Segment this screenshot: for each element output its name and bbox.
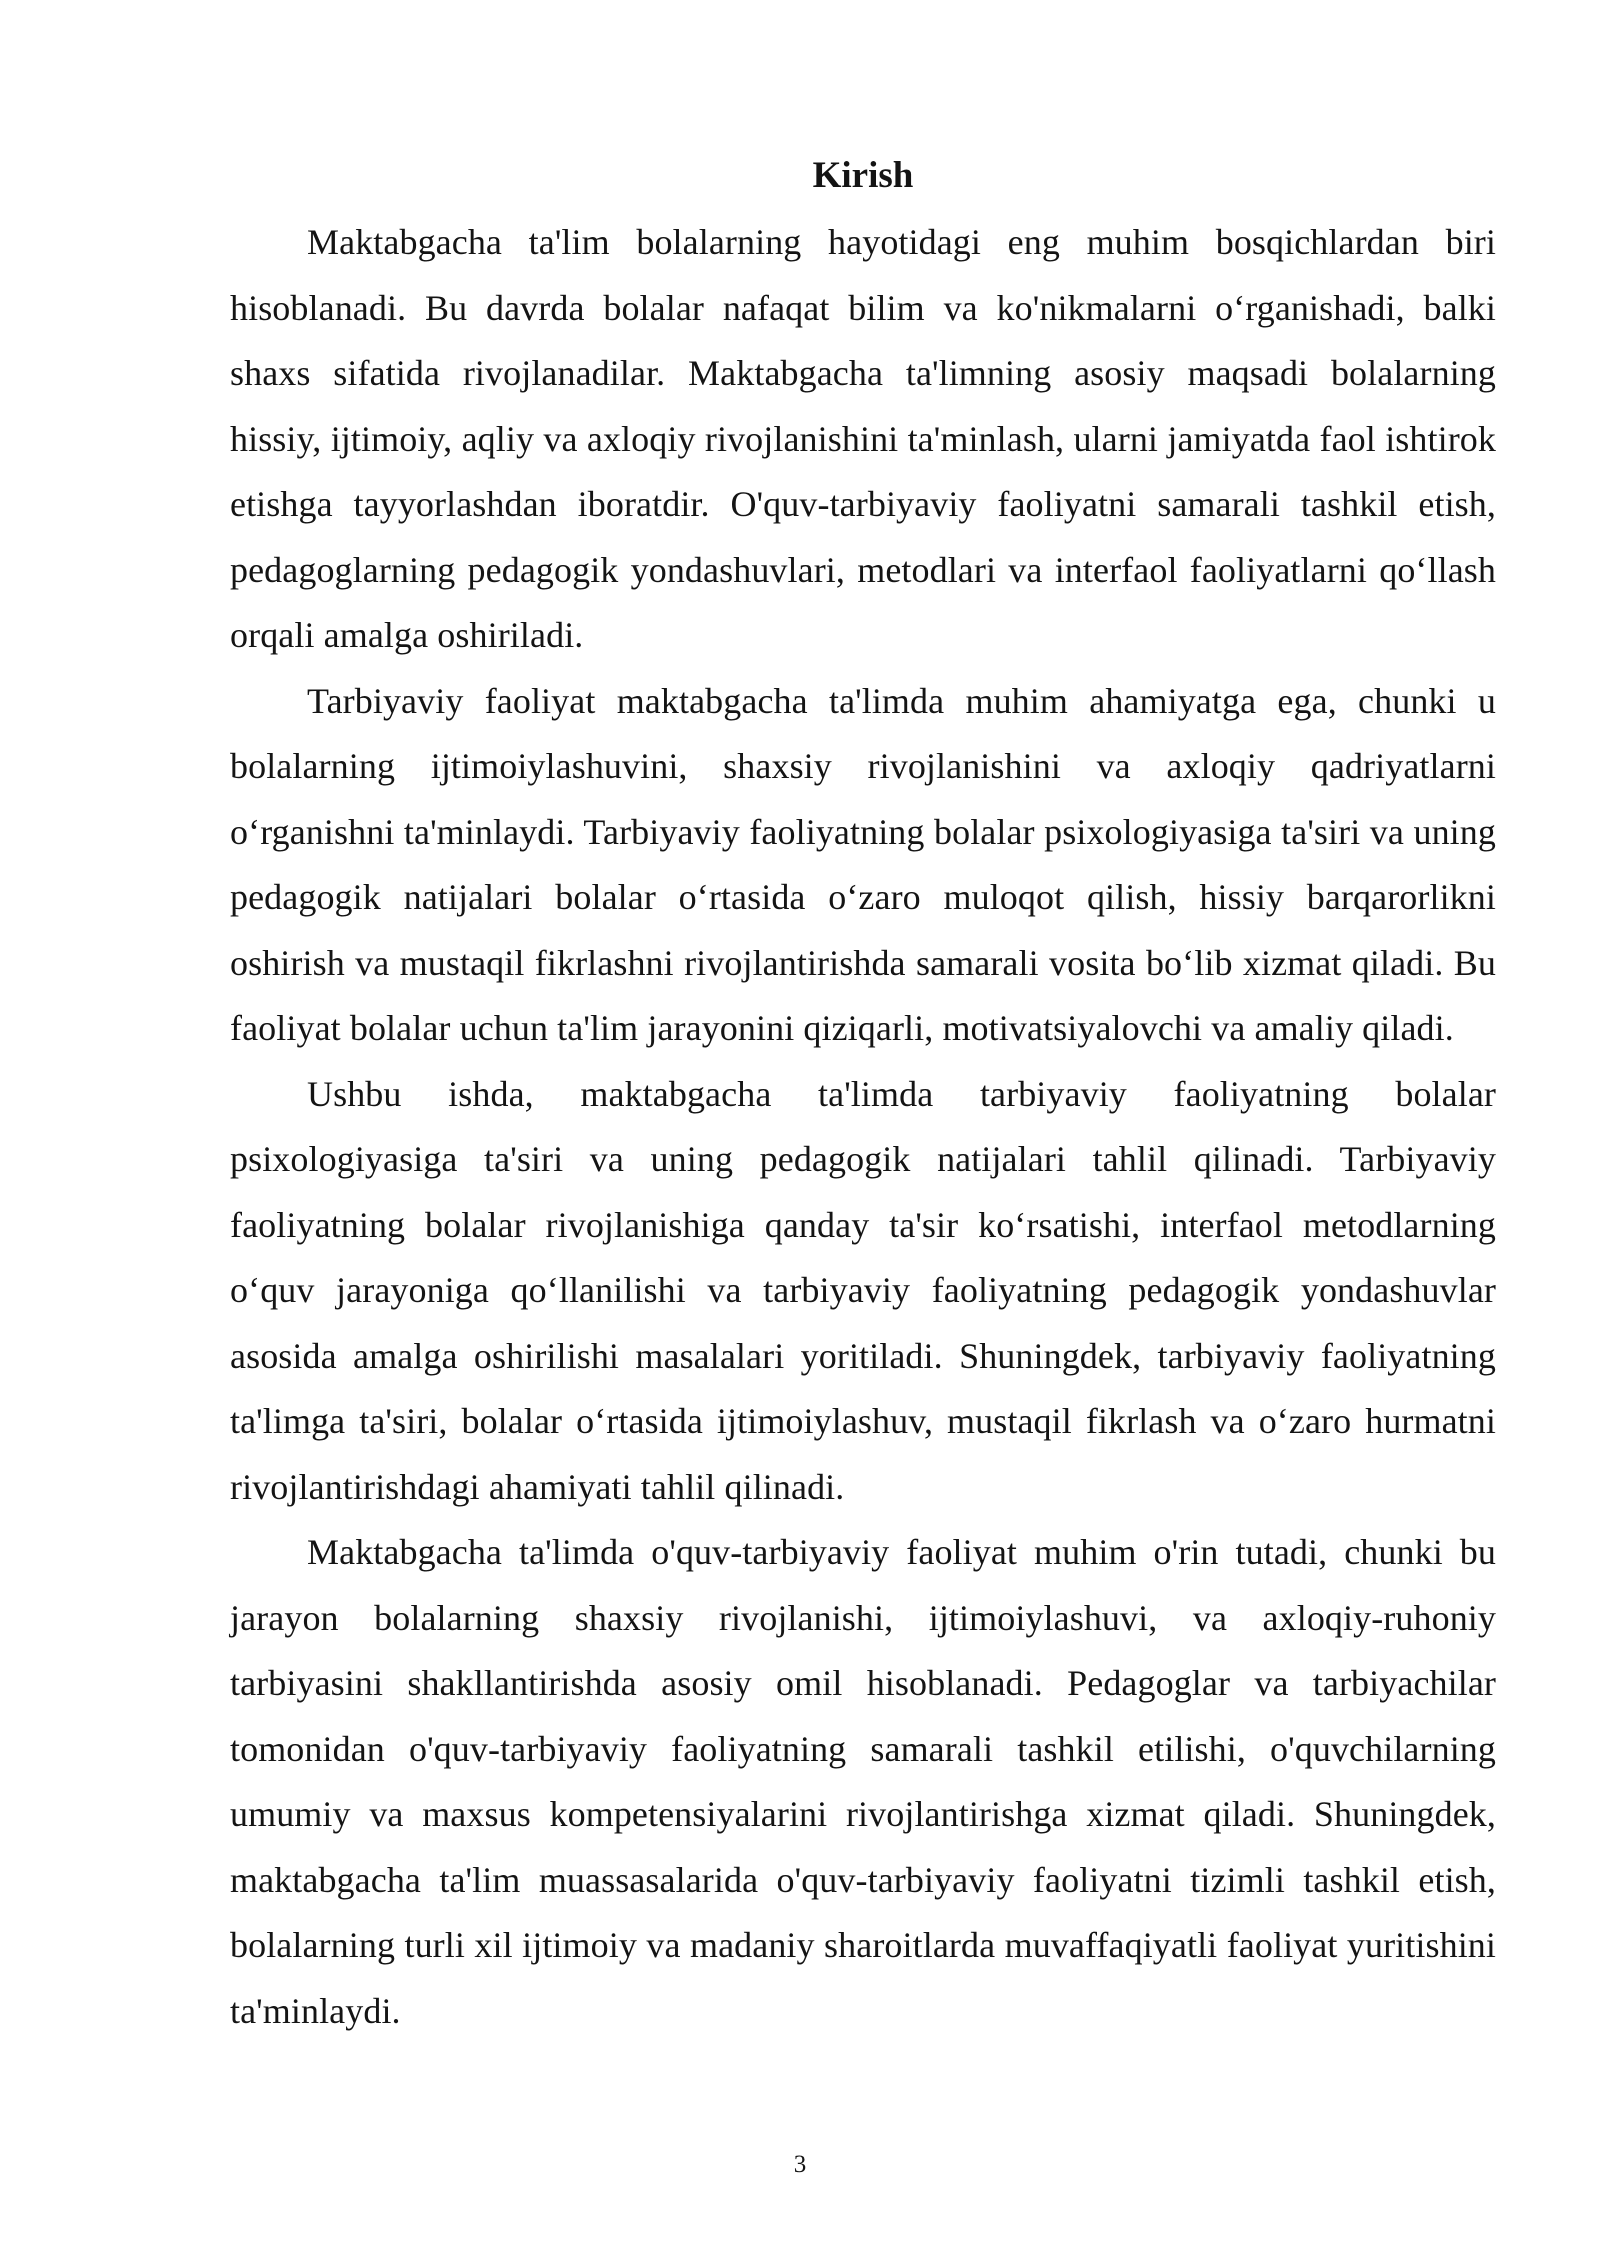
paragraph-4: Maktabgacha ta'limda o'quv-tarbiyaviy faoliyat muhim o'rin tutadi, chunki bu jarayon bolalarning shaxsiy rivojlanishi, ijtimoiylashuvi, va axloqiy-ruhoniy tarbiyasini shakllantirishda asosiy omil hisoblanadi. Pedagoglar va tarbiyachilar tomonidan o'quv-tarbiyaviy faoliyatning samarali tashkil etilishi, o'quvchilarning umumiy va maxsus kompetensiyalarini rivojlantirishga xizmat qiladi. Shuningdek, maktabgacha ta'lim muassasalarida o'quv-tarbiyaviy faoliyatni tizimli tashkil etish, bolalarning turli xil ijtimoiy va madaniy sharoitlarda muvaffaqiyatli faoliyat yuritishini ta'minlaydi. xyxy=(230,1532,1496,2031)
paragraph-2: Tarbiyaviy faoliyat maktabgacha ta'limda muhim ahamiyatga ega, chunki u bolalarning ijtimoiylashuvini, shaxsiy rivojlanishini va axloqiy qadriyatlarni o‘rganishni ta'minlaydi. Tarbiyaviy faoliyatning bolalar psixologiyasiga ta'siri va uning pedagogik natijalari bolalar o‘rtasida o‘zaro muloqot qilish, hissiy barqarorlikni oshirish va mustaqil fikrlashni rivojlantirishda samarali vosita bo‘lib xizmat qiladi. Bu faoliyat bolalar uchun ta'lim jarayonini qiziqarli, motivatsiyalovchi va amaliy qiladi. xyxy=(230,680,1496,1048)
page-content xyxy=(230,148,1496,2044)
paragraph-1: Maktabgacha ta'lim bolalarning hayotidagi eng muhim bosqichlardan biri hisoblanadi. Bu davrda bolalar nafaqat bilim va ko'nikmalarni o‘rganishadi, balki shaxs sifatida rivojlanadilar. Maktabgacha ta'limning asosiy maqsadi bolalarning hissiy, ijtimoiy, aqliy va axloqiy rivojlanishini ta'minlash, ularni jamiyatda faol ishtirok etishga tayyorlashdan iboratdir. O'quv-tarbiyaviy faoliyatni samarali tashkil etish, pedagoglarning pedagogik yondashuvlari, metodlari va interfaol faoliyatlarni qo‘llash orqali amalga oshiriladi. xyxy=(230,222,1496,655)
page-number: 3 xyxy=(793,2151,807,2178)
paragraph-3: Ushbu ishda, maktabgacha ta'limda tarbiyaviy faoliyatning bolalar psixologiyasiga ta'siri va uning pedagogik natijalari tahlil qilinadi. Tarbiyaviy faoliyatning bolalar rivojlanishiga qanday ta'sir ko‘rsatishi, interfaol metodlarning o‘quv jarayoniga qo‘llanilishi va tarbiyaviy faoliyatning pedagogik yondashuvlar asosida amalga oshirilishi masalalari yoritiladi. Shuningdek, tarbiyaviy faoliyatning ta'limga ta'siri, bolalar o‘rtasida ijtimoiylashuv, mustaqil fikrlash va o‘zaro hurmatni rivojlantirishdagi ahamiyati tahlil qilinadi. xyxy=(230,1073,1496,1507)
section-title: Kirish xyxy=(812,155,914,196)
